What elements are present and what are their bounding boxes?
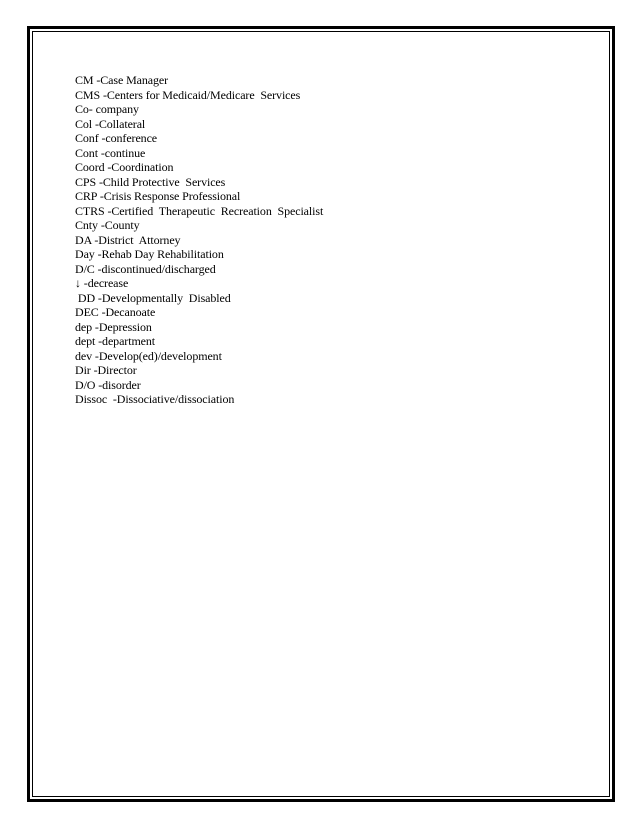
abbreviation-entry-cnty: Cnty -County bbox=[75, 218, 140, 232]
abbreviation-entry-ctrs: CTRS -Certified Therapeutic Recreation Specialist bbox=[75, 203, 324, 218]
abbreviation-entry-conf: Conf -conference bbox=[75, 131, 158, 145]
abbreviation-entry-da: DA -District Attorney bbox=[75, 232, 181, 247]
abbreviation-entry-dir: Dir -Director bbox=[75, 363, 137, 377]
abbreviation-entry-crp: CRP -Crisis Response Professional bbox=[75, 189, 241, 203]
abbreviation-list bbox=[75, 73, 323, 407]
abbreviation-entry-day-rehab: Day -Rehab Day Rehabilitation bbox=[75, 247, 224, 261]
abbreviation-entry-dd: DD -Developmentally Disabled bbox=[75, 290, 231, 305]
abbreviation-entry-cps: CPS -Child Protective Services bbox=[75, 174, 226, 189]
abbreviation-entry-dissoc: Dissoc -Dissociative/dissociation bbox=[75, 392, 235, 406]
abbreviation-entry-dep: dep -Depression bbox=[75, 319, 152, 334]
abbreviation-entry-cm: CM -Case Manager bbox=[75, 73, 169, 87]
abbreviation-entry-cms: CMS -Centers for Medicaid/Medicare Services bbox=[75, 87, 301, 102]
abbreviation-entry-do: D/O -disorder bbox=[75, 377, 141, 392]
abbreviation-entry-cont: Cont -continue bbox=[75, 145, 146, 160]
abbreviation-entry-coord: Coord -Coordination bbox=[75, 160, 174, 174]
abbreviation-entry-dec: DEC -Decanoate bbox=[75, 305, 156, 319]
abbreviation-entry-co: Co- company bbox=[75, 102, 139, 116]
abbreviation-entry-col: Col -Collateral bbox=[75, 116, 146, 131]
abbreviation-entry-dc: D/C -discontinued/discharged bbox=[75, 261, 216, 276]
abbreviation-entry-dept: dept -department bbox=[75, 334, 156, 348]
abbreviation-entry-decrease: ↓ -decrease bbox=[75, 276, 129, 290]
abbreviation-entry-dev: dev -Develop(ed)/development bbox=[75, 348, 222, 363]
